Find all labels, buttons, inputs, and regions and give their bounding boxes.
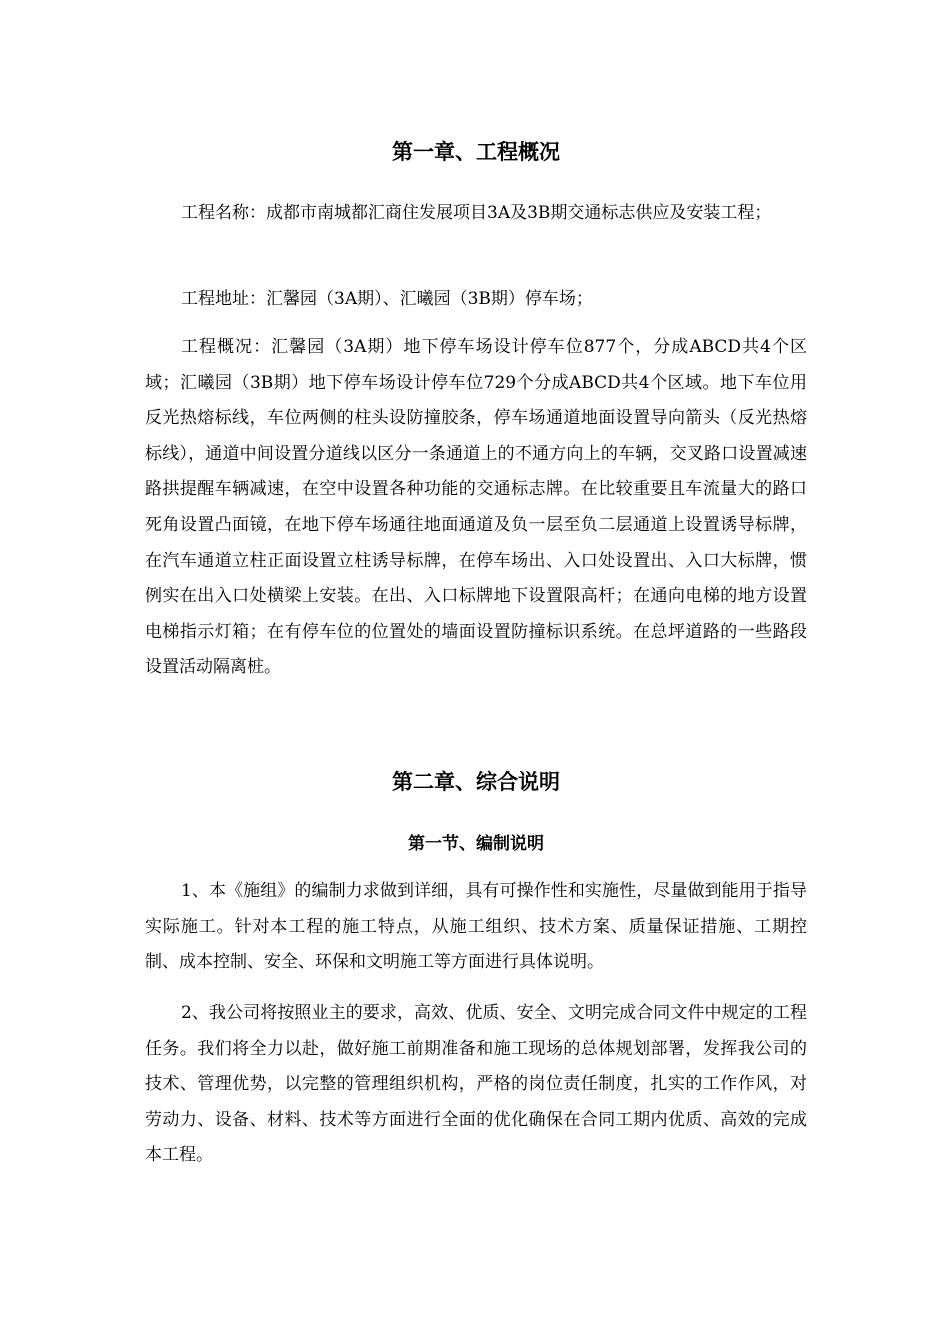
project-name-paragraph: 工程名称：成都市南城都汇商住发展项目3A及3B期交通标志供应及安装工程； (181, 203, 772, 223)
project-address-paragraph: 工程地址：汇馨园（3A期）、汇曦园（3B期）停车场； (181, 289, 593, 309)
chapter1-title: 第一章、工程概况 (392, 139, 560, 164)
section1-title: 第一节、编制说明 (408, 834, 544, 854)
section1-paragraph-2: 2、我公司将按照业主的要求，高效、优质、安全、文明完成合同文件中规定的工程任务。我们将全力以赴，做好施工前期准备和施工现场的总体规划部署，发挥我公司的技术、管理优势，以完整的管理组织机构，严格的岗位责任制度，扎实的工作作风，对劳动力、设备、材料、技术等方面进行全面的优化确保在合同工期内优质、高效的完成本工程。 (145, 1003, 807, 1166)
project-overview-paragraph: 工程概况：汇馨园（3A期）地下停车场设计停车位877个，分成ABCD共4个区域；汇曦园（3B期）地下停车场设计停车位729个分成ABCD共4个区域。地下车位用反光热熔标线，车位两侧的柱头设防撞胶条，停车场通道地面设置导向箭头（反光热熔标线），通道中间设置分道线以区分一条通道上的不通方向上的车辆，交叉路口设置减速路拱提醒车辆减速，在空中设置各种功能的交通标志牌。在比较重要且车流量大的路口死角设置凸面镜，在地下停车场通往地面通道及负一层至负二层通道上设置诱导标牌，在汽车通道立柱正面设置立柱诱导标牌，在停车场出、入口处设置出、入口大标牌，惯例实在出入口处横梁上安装。在出、入口标牌地下设置限高杆；在通向电梯的地方设置电梯指示灯箱；在有停车位的位置处的墙面设置防撞标识系统。在总坪道路的一些路段设置活动隔离桩。 (145, 337, 807, 678)
chapter2-title: 第二章、综合说明 (392, 769, 560, 794)
section1-paragraph-1: 1、本《施组》的编制力求做到详细，具有可操作性和实施性，尽量做到能用于指导实际施工。针对本工程的施工特点，从施工组织、技术方案、质量保证措施、工期控制、成本控制、安全、环保和文明施工等方面进行具体说明。 (145, 881, 807, 973)
